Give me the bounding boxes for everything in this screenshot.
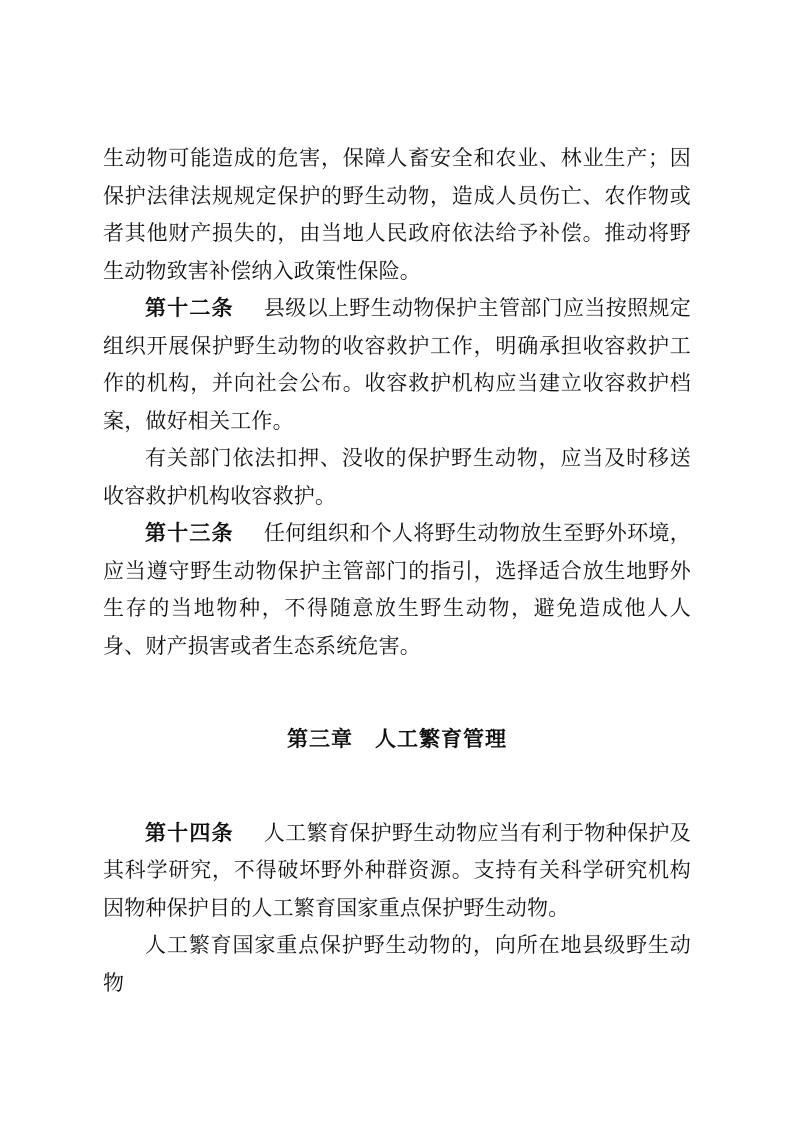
article-13-text: 任何组织和个人将野生动物放生至野外环境，应当遵守野生动物保护主管部门的指引，选择适合放生地野外生存的当地物种，不得随意放生野生动物，避免造成他人人身、财产损害或者生态系统危害。 bbox=[103, 521, 692, 658]
paragraph-continued: 生动物可能造成的危害，保障人畜安全和农业、林业生产；因保护法律法规规定保护的野生动物，造成人员伤亡、农作物或者其他财产损失的，由当地人民政府依法给予补偿。推动将野生动物致害补偿纳入政策性保险。 bbox=[103, 146, 691, 283]
chapter-title: 人工繁育管理 bbox=[375, 727, 507, 751]
article-13-label: 第十三条 bbox=[145, 521, 234, 545]
chapter-heading bbox=[103, 721, 691, 759]
article-12-label: 第十二条 bbox=[145, 296, 234, 320]
article-14-label: 第十四条 bbox=[145, 820, 234, 845]
article-12 bbox=[103, 290, 691, 440]
article-14-paragraph-2: 人工繁育国家重点保护野生动物的，向所在地县级野生动物 bbox=[103, 933, 691, 995]
article-12-text: 县级以上野生动物保护主管部门应当按照规定组织开展保护野生动物的收容救护工作，明确承担收容救护工作的机构，并向社会公布。收容救护机构应当建立收容救护档案，做好相关工作。 bbox=[103, 296, 692, 433]
article-13 bbox=[103, 515, 691, 665]
article-14 bbox=[103, 815, 691, 928]
document-body bbox=[103, 140, 691, 1002]
article-12-paragraph-2: 有关部门依法扣押、没收的保护野生动物，应当及时移送收容救护机构收容救护。 bbox=[103, 446, 691, 508]
chapter-number: 第三章 bbox=[287, 727, 353, 751]
article-14-text: 人工繁育保护野生动物应当有利于物种保护及其科学研究，不得破坏野外种群资源。支持有关科学研究机构因物种保护目的人工繁育国家重点保护野生动物。 bbox=[103, 820, 692, 920]
